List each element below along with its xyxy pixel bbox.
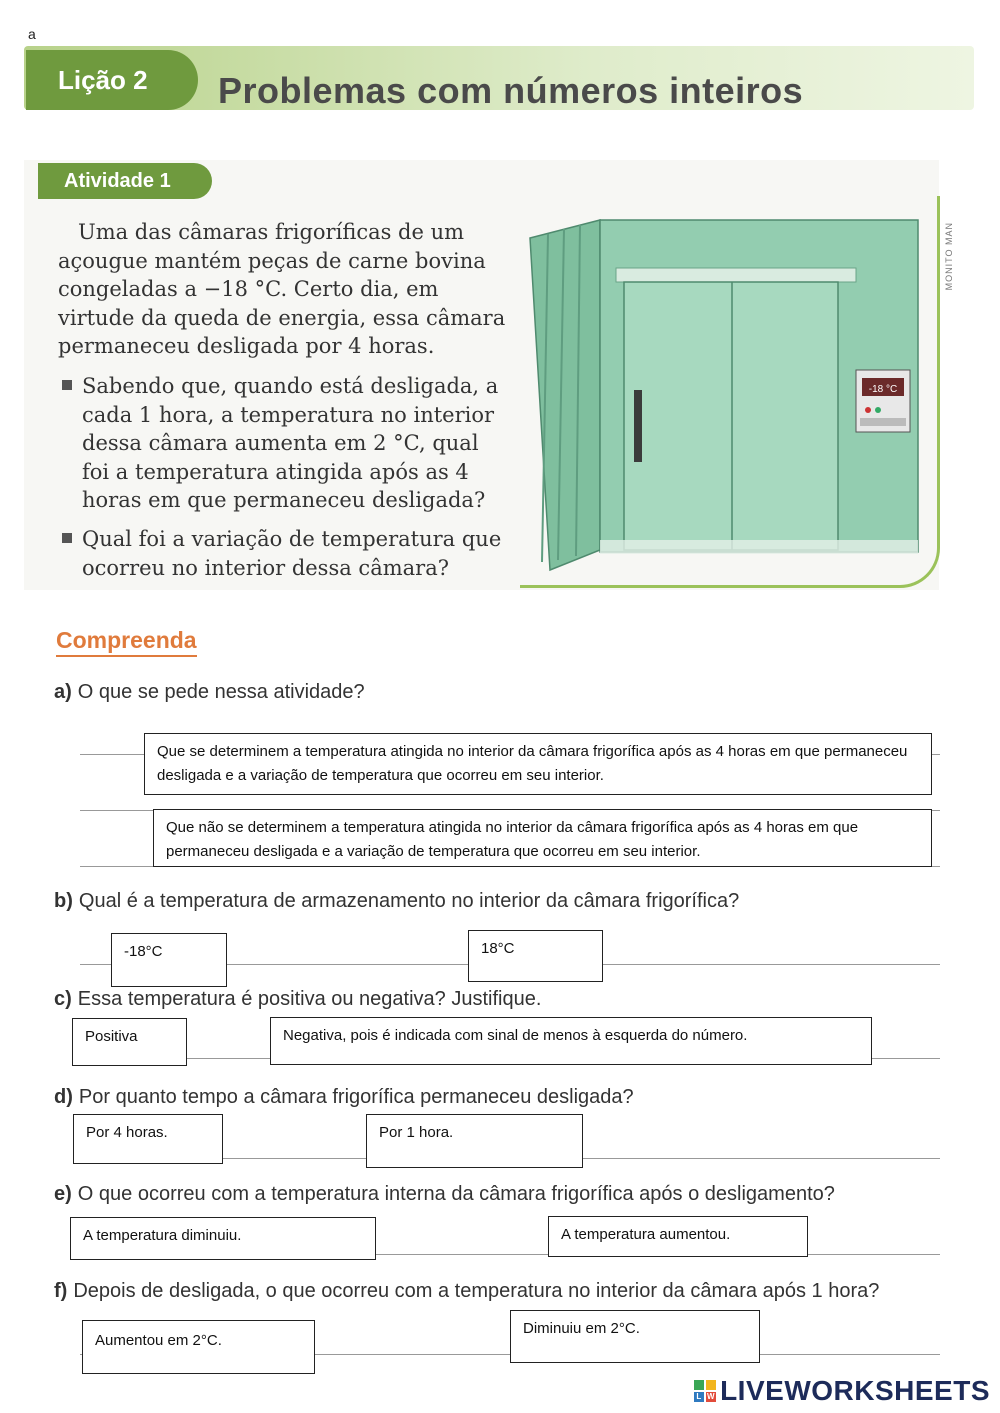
corner-mark: a — [28, 26, 36, 42]
cold-room-illustration — [520, 210, 925, 590]
logo-letter: L — [694, 1392, 704, 1402]
answer-option-c2[interactable]: Negativa, pois é indicada com sinal de menos à esquerda do número. — [270, 1017, 872, 1065]
logo-letter: W — [707, 1392, 716, 1401]
question-text: Qual é a temperatura de armazenamento no interior da câmara frigorífica? — [78, 890, 740, 912]
question-letter: f) — [54, 1280, 68, 1302]
answer-option-f1[interactable]: Aumentou em 2°C. — [82, 1320, 315, 1374]
question-letter: a) — [54, 681, 72, 703]
activity-bullet-1: Sabendo que, quando está desligada, a cada 1 hora, a temperatura no interior dessa câmara aumenta em 2 °C, qual foi a temperatura atingida após as 4 horas em que permaneceu desligada? — [82, 374, 499, 512]
question-c — [54, 988, 541, 1011]
answer-option-e1[interactable]: A temperatura diminuiu. — [70, 1217, 376, 1260]
activity-bullet-2: Qual foi a variação de temperatura que ocorreu no interior dessa câmara? — [82, 527, 502, 580]
answer-option-d2[interactable]: Por 1 hora. — [366, 1114, 583, 1168]
question-letter: b) — [54, 890, 73, 912]
cold-room-body — [530, 220, 918, 570]
question-text: O que se pede nessa atividade? — [77, 681, 365, 703]
question-text: Depois de desligada, o que ocorreu com a temperatura no interior da câmara após 1 hora? — [73, 1280, 880, 1302]
answer-option-b1[interactable]: -18°C — [111, 933, 227, 987]
answer-option-d1[interactable]: Por 4 horas. — [73, 1114, 223, 1164]
cold-room-display: -18 °C — [868, 384, 898, 395]
activity-label: Atividade 1 — [38, 163, 212, 199]
lesson-title: Problemas com números inteiros — [218, 70, 804, 111]
activity-paragraph: Uma das câmaras frigoríficas de um açougue mantém peças de carne bovina congeladas a −18 °C. Certo dia, em virtude da queda de energia, essa câmara permaneceu desligada por 4 horas. — [58, 220, 506, 358]
answer-option-a1[interactable]: Que se determinem a temperatura atingida no interior da câmara frigorífica após as 4 horas em que permaneceu desligada e a variação de temperatura que ocorreu em seu interior. — [144, 733, 932, 795]
question-b — [54, 890, 739, 913]
answer-option-c1[interactable]: Positiva — [72, 1018, 187, 1066]
bullet-square-icon — [62, 380, 72, 390]
bullet-square-icon — [62, 533, 72, 543]
question-d — [54, 1086, 634, 1109]
question-letter: e) — [54, 1183, 72, 1205]
liveworksheets-logo — [694, 1375, 990, 1407]
question-text: O que ocorreu com a temperatura interna da câmara frigorífica após o desligamento? — [77, 1183, 835, 1205]
illustration-credit: MONITO MAN — [944, 222, 954, 291]
question-text: Essa temperatura é positiva ou negativa? Justifique. — [77, 988, 542, 1010]
question-f — [54, 1280, 879, 1303]
question-letter: d) — [54, 1086, 73, 1108]
liveworksheets-wordmark: LIVEWORKSHEETS — [720, 1375, 990, 1406]
lesson-label: Lição 2 — [26, 50, 198, 110]
answer-option-b2[interactable]: 18°C — [468, 930, 603, 982]
answer-option-a2[interactable]: Que não se determinem a temperatura atingida no interior da câmara frigorífica após as 4 horas em que permaneceu desligada e a variação de temperatura que ocorreu em seu interior. — [153, 809, 932, 867]
answer-option-f2[interactable]: Diminuiu em 2°C. — [510, 1310, 760, 1363]
answer-option-e2[interactable]: A temperatura aumentou. — [548, 1216, 808, 1257]
liveworksheets-logo-icon — [694, 1380, 716, 1402]
question-letter: c) — [54, 988, 72, 1010]
question-a — [54, 681, 365, 704]
question-e — [54, 1183, 835, 1206]
question-text: Por quanto tempo a câmara frigorífica permaneceu desligada? — [78, 1086, 634, 1108]
compreenda-title: Compreenda — [56, 627, 197, 657]
